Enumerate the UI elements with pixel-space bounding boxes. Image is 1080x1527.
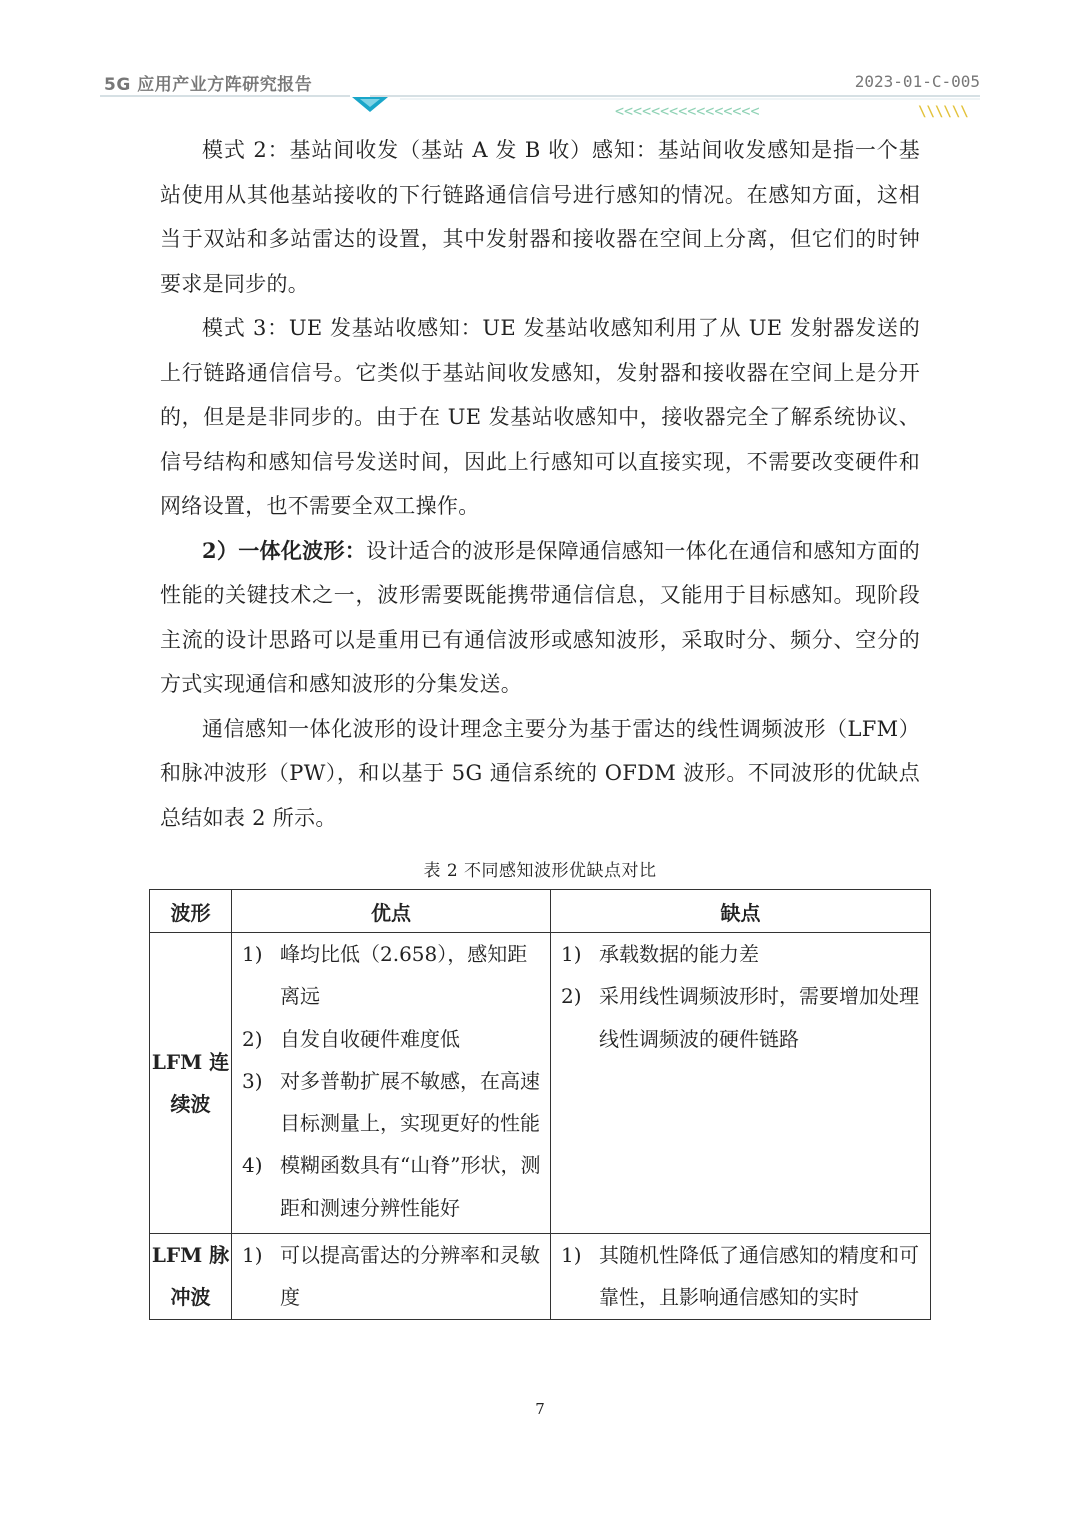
list-item: 4) 模糊函数具有“山脊”形状，测距和测速分辨性能好: [242, 1153, 541, 1220]
paragraph-integrated-waveform: [160, 529, 920, 707]
list-item: 3) 对多普勒扩展不敏感，在高速目标测量上，实现更好的性能: [242, 1068, 540, 1136]
table-row: [150, 1234, 931, 1320]
list-item: 1) 可以提高雷达的分辨率和灵敏度: [242, 1243, 540, 1310]
wave-name-line: 续波: [170, 1092, 211, 1117]
document-id: 2023-01-C-005: [854, 72, 980, 91]
wave-name-cell: [150, 933, 232, 1234]
report-title: 5G 应用产业方阵研究报告: [104, 75, 313, 95]
wave-name-line: 冲波: [170, 1285, 211, 1310]
disadvantages-cell: [551, 1234, 931, 1320]
wave-name-cell: [150, 1234, 232, 1320]
header-chevrons: <<<<<<<<<<<<<<<<: [615, 102, 760, 120]
list-item: 2) 自发自收硬件难度低: [242, 1026, 460, 1051]
waveform-heading: 2）一体化波形：: [202, 537, 367, 563]
table-row: [150, 933, 931, 1234]
list-item: 2) 采用线性调频波形时，需要增加处理线性调频波的硬件链路: [561, 984, 919, 1051]
header-decoration: [100, 92, 980, 122]
header-disadvantages: 缺点: [551, 890, 931, 933]
advantages-cell: [232, 1234, 551, 1320]
paragraph-mode-2: 模式 2：基站间收发（基站 A 发 B 收）感知：基站间收发感知是指一个基站使用从其他基站接收的下行链路通信信号进行感知的情况。在感知方面，这相当于双站和多站雷达的设置，其中发射器和接收器在空间上分离，但它们的时钟要求是同步的。: [160, 138, 920, 296]
paragraph-waveform-design: 通信感知一体化波形的设计理念主要分为基于雷达的线性调频波形（LFM）和脉冲波形（PW），和以基于 5G 通信系统的 OFDM 波形。不同波形的优缺点总结如表 2 所示。: [160, 716, 920, 830]
waveform-comparison-table: [149, 889, 931, 1320]
wave-name-line: LFM 连: [151, 1050, 230, 1075]
waveform-text: 设计适合的波形是保障通信感知一体化在通信和感知方面的性能的关键技术之一，波形需要既能携带通信信息，又能用于目标感知。现阶段主流的设计思路可以是重用已有通信波形或感知波形，采取时分、频分、空分的方式实现通信和感知波形的分集发送。: [160, 538, 920, 696]
table-header-row: [150, 890, 931, 933]
list-item: 1) 承载数据的能力差: [561, 942, 759, 966]
disadvantages-cell: [551, 933, 931, 1234]
header-advantages: 优点: [232, 890, 551, 933]
page-number: 7: [535, 1400, 545, 1418]
body-content: [160, 128, 920, 899]
paragraph-mode-3: 模式 3：UE 发基站收感知：UE 发基站收感知利用了从 UE 发射器发送的上行链路通信信号。它类似于基站间收发感知，发射器和接收器在空间上是分开的，但是是非同步的。由于在 UE 发基站收感知中，接收器完全了解系统协议、信号结构和感知信号发送时间，因此上行感知可以直接实现，不需要改变硬件和网络设置，也不需要全双工操作。: [160, 316, 920, 518]
advantages-cell: [232, 933, 551, 1234]
header-wave: 波形: [150, 890, 232, 933]
header-right-marks: \\\\\\: [918, 104, 969, 120]
table-caption: 表 2 不同感知波形优缺点对比: [423, 861, 657, 881]
list-item: 1) 其随机性降低了通信感知的精度和可靠性，且影响通信感知的实时: [561, 1243, 919, 1310]
wave-name-line: LFM 脉: [151, 1243, 230, 1268]
list-item: 1) 峰均比低（2.658），感知距离远: [242, 942, 528, 1009]
